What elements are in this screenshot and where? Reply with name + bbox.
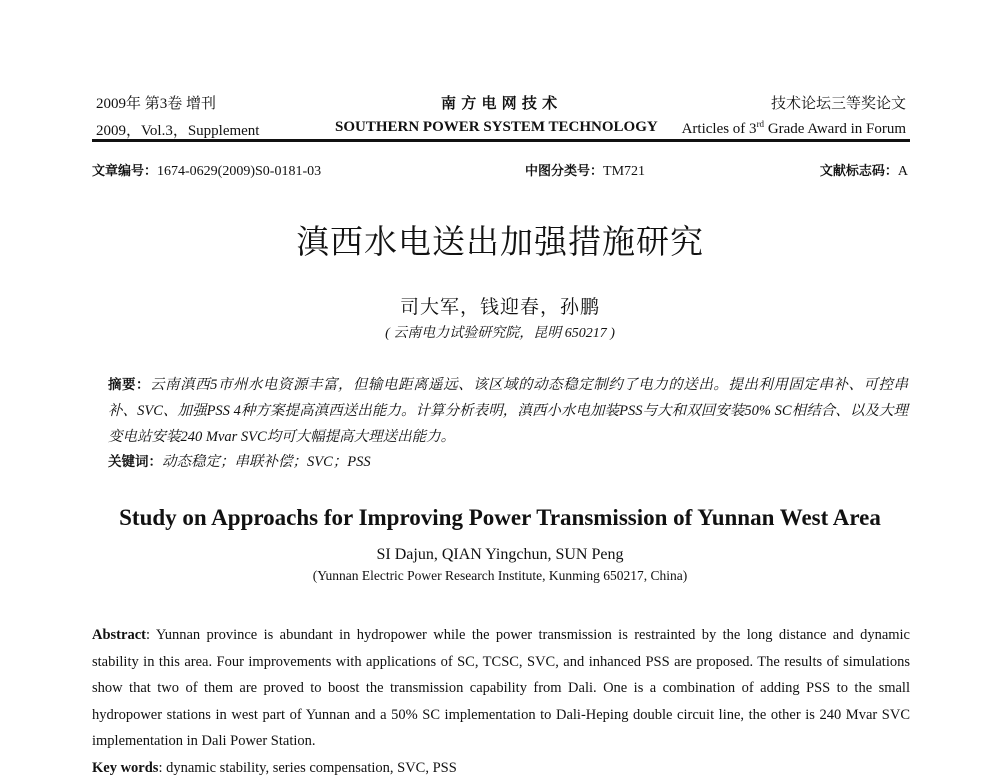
keywords-en-label: Key words <box>92 759 159 776</box>
award-label-cn: 技术论坛三等奖论文 <box>770 96 906 112</box>
keywords-cn-text: 动态稳定；串联补偿；SVC；PSS <box>162 454 371 470</box>
abstract-en <box>92 622 910 781</box>
abstract-cn-label: 摘要： <box>108 377 151 393</box>
abstract-en-label: Abstract <box>92 627 146 643</box>
abstract-cn-text: 云南滇西5市州水电资源丰富，但输电距离遥远、该区域的动态稳定制约了电力的送出。提出利用固定串补、可控串补、SVC、加强PSS 4种方案提高滇西送出能力。计算分析表明，滇西小水电加装PSS与大和双回安装50% SC相结合、以及大理变电站安装240 Mvar SVC均可大幅提高大理送出能力。 <box>108 377 908 445</box>
journal-name-cn: 南 方 电 网 技 术 <box>441 94 558 112</box>
affiliation-cn: ( 云南电力试验研究院，昆明 650217 ) <box>385 326 615 341</box>
header-divider <box>92 139 910 142</box>
paper-title-en: Study on Approachs for Improving Power Transmission of Yunnan West Area <box>119 505 881 530</box>
journal-issue-cn: 2009年 第3卷 增刊 <box>96 96 217 112</box>
affiliation-en: (Yunnan Electric Power Research Institute, Kunming 650217, China) <box>312 568 688 583</box>
authors-en: SI Dajun, QIAN Yingchun, SUN Peng <box>376 546 624 563</box>
clc-number: 中图分类号：TM721 <box>525 164 646 179</box>
award-label-en: Articles of 3rd Grade Award in Forum <box>681 119 906 137</box>
document-code: 文献标志码：A <box>819 164 908 179</box>
authors-cn: 司大军，钱迎春，孙鹏 <box>399 297 600 318</box>
keywords-en-text: : dynamic stability, series compensation, SVC, PSS <box>158 759 457 776</box>
journal-name-en: SOUTHERN POWER SYSTEM TECHNOLOGY <box>335 119 658 135</box>
article-number: 文章编号：1674-0629(2009)S0-0181-03 <box>92 164 322 179</box>
keywords-cn <box>108 450 371 471</box>
paper-title-cn: 滇西水电送出加强措施研究 <box>296 222 704 261</box>
keywords-cn-label: 关键词： <box>108 454 162 470</box>
journal-issue-en: 2009，Vol.3，Supplement <box>96 123 260 139</box>
abstract-en-text: : Yunnan province is abundant in hydropower while the power transmission is restrainted by the long distance and dynamic stability in this area. Four improvements with applications of SC, TCSC, SVC, and inhanced PSS are proposed. The results of simulations show that two of them are proved to boost the transmission capability from Dali. One is a combination of adding PSS to the small hydropower stations in west part of Yunnan and a 50% SC implementation to Dali-Heping double circuit line, the other is 240 Mvar SVC implementation in Dali Power Station. <box>92 627 910 749</box>
abstract-cn <box>108 372 908 450</box>
